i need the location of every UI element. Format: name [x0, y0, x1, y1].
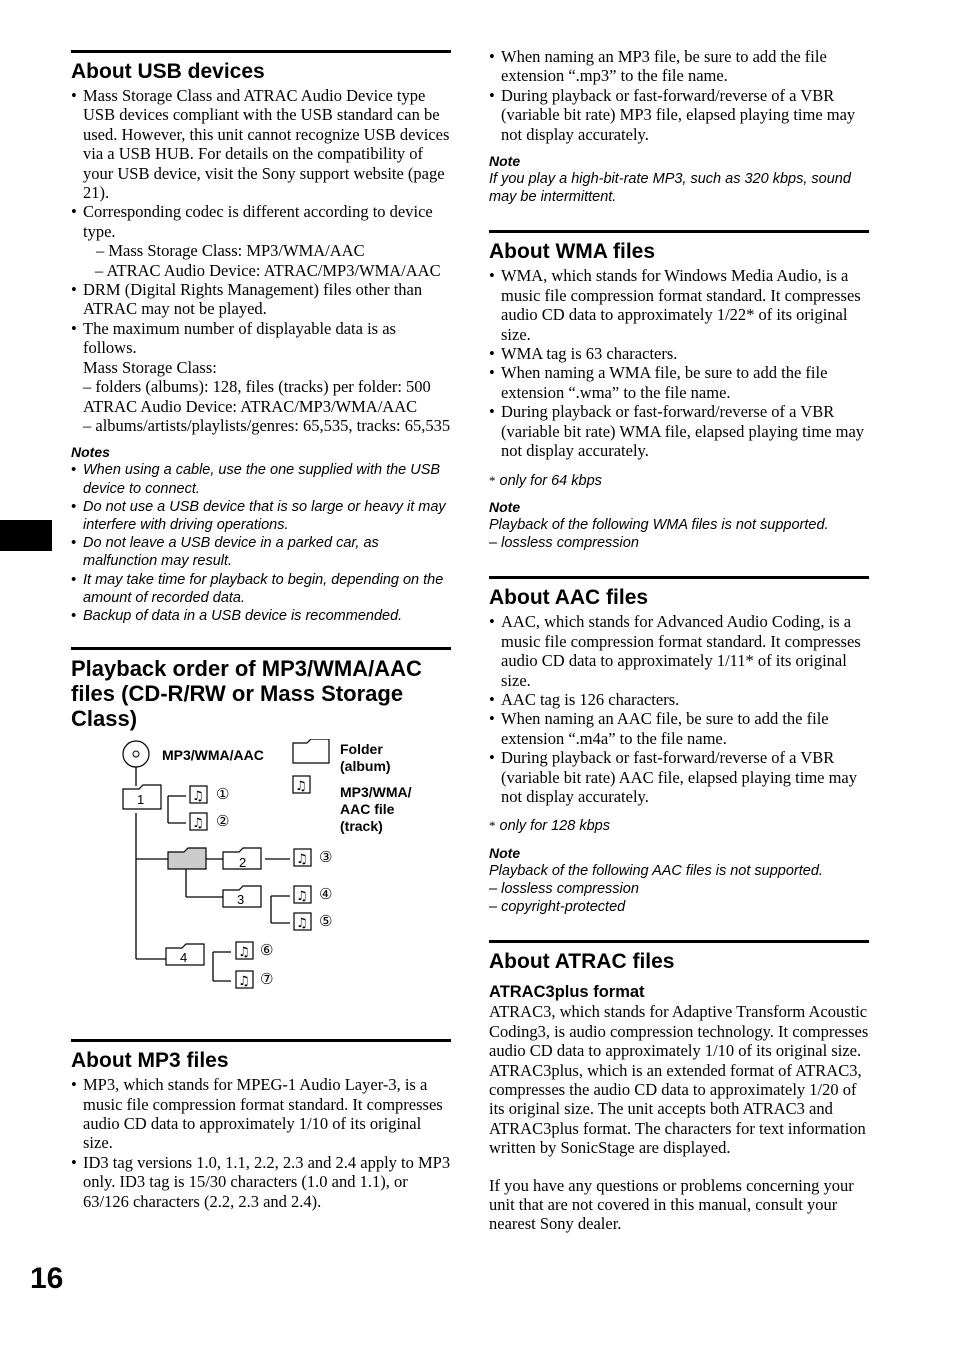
usb-note-4: • It may take time for playback to begin, depending on the amount of recorded data.: [71, 571, 451, 607]
folder-tree-diagram: [71, 739, 451, 1039]
svg-text:♫: ♫: [296, 889, 308, 905]
usb-bullet-4-text: • The maximum number of displayable data is as follows.: [83, 318, 396, 358]
folder-number: 3: [237, 892, 245, 908]
mp3-note: If you play a high-bit-rate MP3, such as 320 kbps, sound may be intermittent.: [489, 171, 851, 206]
wma-note-line: Playback of the following WMA files is not supported.: [489, 516, 829, 533]
section-tab-marker: [0, 520, 52, 551]
usb-note-1: • When using a cable, use the one supplied with the USB device to connect.: [71, 461, 451, 497]
page-number: 16: [30, 1262, 64, 1295]
aac-bullet-4: • During playback or fast-forward/reverse of a VBR (variable bit rate) AAC file, elapsed playing time may not display accurately.: [489, 748, 869, 806]
section-rule: [489, 940, 869, 943]
folder-number: 2: [239, 855, 247, 871]
section-rule: [71, 647, 451, 650]
wma-bullet-2: • WMA tag is 63 characters.: [489, 344, 869, 363]
wma-footnote: [489, 471, 869, 490]
svg-text:♫: ♫: [295, 779, 307, 795]
wma-body: [489, 266, 869, 460]
svg-text:♫: ♫: [238, 974, 250, 990]
aac-note: [489, 862, 869, 917]
section-rule: [71, 50, 451, 53]
usb-note-3: • Do not leave a USB device in a parked car, as malfunction may result.: [71, 534, 451, 570]
usb-bullet-4: [71, 319, 451, 435]
atrac-subheading: ATRAC3plus format: [489, 983, 645, 1002]
aac-heading: About AAC files: [489, 586, 649, 610]
track-number: ⑥: [260, 941, 274, 960]
usb-bullet-1: • Mass Storage Class and ATRAC Audio Device type USB devices compliant with the USB standard can be used. However, this unit cannot recognize USB devices via a USB HUB. For details on the compatibility of your USB device, visit the Sony support website (page 21).: [71, 86, 451, 202]
left-column: [71, 50, 451, 1211]
aac-note-line: Playback of the following AAC files is not supported.: [489, 862, 823, 879]
mp3-bullet-1: • MP3, which stands for MPEG-1 Audio Layer-3, is a music file compression format standard. It compresses audio CD data to approximately 1/10 of its original size.: [71, 1075, 451, 1153]
mp3-bullet-4: • During playback or fast-forward/reverse of a VBR (variable bit rate) MP3 file, elapsed playing time may not display accurately.: [489, 86, 869, 144]
usb-mass-limits: – folders (albums): 128, files (tracks) per folder: 500: [83, 377, 431, 397]
folder-icon: [293, 739, 329, 763]
mp3-bullet-3: • When naming an MP3 file, be sure to add the file extension “.mp3” to the file name.: [489, 47, 869, 86]
usb-bullet-2: [71, 202, 451, 280]
section-rule: [489, 576, 869, 579]
atrac-para-1: ATRAC3, which stands for Adaptive Transform Acoustic Coding3, is audio compression technology. It compresses audio CD data to approximately 1/10 of its original size. ATRAC3plus, which is an extended format of ATRAC3, compresses the audio CD data to approximately 1/20 of its original size. The unit accepts both ATRAC3 and ATRAC3plus format. The characters for text information written by SonicStage are displayed.: [489, 1002, 869, 1158]
svg-text:♫: ♫: [192, 816, 204, 832]
usb-bullet-3: • DRM (Digital Rights Management) files other than ATRAC may not be played.: [71, 280, 451, 319]
mp3-note-heading: Note: [489, 153, 521, 170]
aac-note-line: – lossless compression: [489, 880, 639, 897]
wma-bullet-1: • WMA, which stands for Windows Media Audio, is a music file compression format standard. It compresses audio CD data to approximately 1/22* of its original size.: [489, 266, 869, 344]
wma-bullet-3: • When naming a WMA file, be sure to add the file extension “.wma” to the file name.: [489, 363, 869, 402]
aac-body: [489, 612, 869, 806]
mp3-body-continued: [489, 47, 869, 144]
usb-atrac-label: ATRAC Audio Device: ATRAC/MP3/WMA/AAC: [83, 396, 418, 416]
mp3-body: [71, 1075, 451, 1211]
track-number: ②: [216, 812, 230, 831]
legend-track-label: MP3/WMA/ AAC file (track): [340, 784, 412, 835]
track-number: ③: [319, 848, 333, 867]
svg-text:♫: ♫: [296, 852, 308, 868]
usb-mass-label: Mass Storage Class:: [83, 357, 217, 377]
usb-heading: About USB devices: [71, 60, 265, 83]
usb-notes-heading: Notes: [71, 444, 110, 461]
atrac-heading: About ATRAC files: [489, 950, 675, 974]
folder-number: 1: [137, 792, 145, 808]
aac-note-line: – copyright-protected: [489, 899, 626, 916]
usb-sub-mass: – Mass Storage Class: MP3/WMA/AAC: [96, 241, 365, 261]
folder-number: 4: [180, 950, 188, 966]
atrac-para-2: If you have any questions or problems concerning your unit that are not covered in this manual, consult your nearest Sony dealer.: [489, 1175, 854, 1234]
usb-note-2: • Do not use a USB device that is so large or heavy it may interfere with driving operations.: [71, 498, 451, 534]
footnote-mark: *: [489, 818, 496, 834]
usb-sub-atrac: – ATRAC Audio Device: ATRAC/MP3/WMA/AAC: [95, 260, 441, 280]
legend-folder-label: Folder (album): [340, 741, 391, 775]
svg-text:♫: ♫: [192, 789, 204, 805]
footnote-text: only for 128 kbps: [499, 818, 610, 835]
folder-icon: [168, 848, 206, 869]
svg-text:♫: ♫: [238, 945, 250, 961]
aac-note-heading: Note: [489, 844, 521, 861]
wma-heading: About WMA files: [489, 240, 656, 264]
usb-bullet-2-text: • Corresponding codec is different according to device type.: [83, 202, 433, 241]
track-number: ①: [216, 785, 230, 804]
root-label: MP3/WMA/AAC: [162, 747, 264, 764]
svg-text:♫: ♫: [296, 916, 308, 932]
track-number: ④: [319, 885, 333, 904]
section-rule: [489, 230, 869, 233]
wma-note-heading: Note: [489, 498, 521, 515]
footnote-mark: *: [489, 472, 496, 488]
aac-footnote: [489, 816, 869, 835]
aac-bullet-3: • When naming an AAC file, be sure to add the file extension “.m4a” to the file name.: [489, 709, 869, 748]
mp3-heading: About MP3 files: [71, 1049, 229, 1073]
footnote-text: only for 64 kbps: [499, 472, 602, 489]
wma-note-line: – lossless compression: [489, 535, 639, 552]
track-number: ⑤: [319, 912, 333, 931]
wma-note: [489, 516, 869, 552]
cd-icon: [123, 741, 149, 767]
playback-heading: Playback order of MP3/WMA/AAC files (CD-R/RW or Mass Storage Class): [71, 656, 422, 732]
mp3-bullet-2: • ID3 tag versions 1.0, 1.1, 2.2, 2.3 and 2.4 apply to MP3 only. ID3 tag is 15/30 characters (1.0 and 1.1), or 63/126 characters (2.2, 2.3 and 2.4).: [71, 1153, 451, 1211]
wma-bullet-4: • During playback or fast-forward/reverse of a VBR (variable bit rate) WMA file, elapsed playing time may not display accurately.: [489, 402, 869, 460]
track-number: ⑦: [260, 970, 274, 989]
usb-note-5: • Backup of data in a USB device is recommended.: [71, 607, 451, 625]
aac-bullet-1: • AAC, which stands for Advanced Audio Coding, is a music file compression format standard. It compresses audio CD data to approximately 1/11* of its original size.: [489, 612, 869, 690]
section-rule: [71, 1039, 451, 1042]
usb-atrac-limits: – albums/artists/playlists/genres: 65,535, tracks: 65,535: [83, 415, 451, 435]
right-column: [489, 47, 869, 1234]
aac-bullet-2: • AAC tag is 126 characters.: [489, 690, 869, 709]
usb-notes: [71, 461, 451, 625]
usb-body: [71, 86, 451, 435]
